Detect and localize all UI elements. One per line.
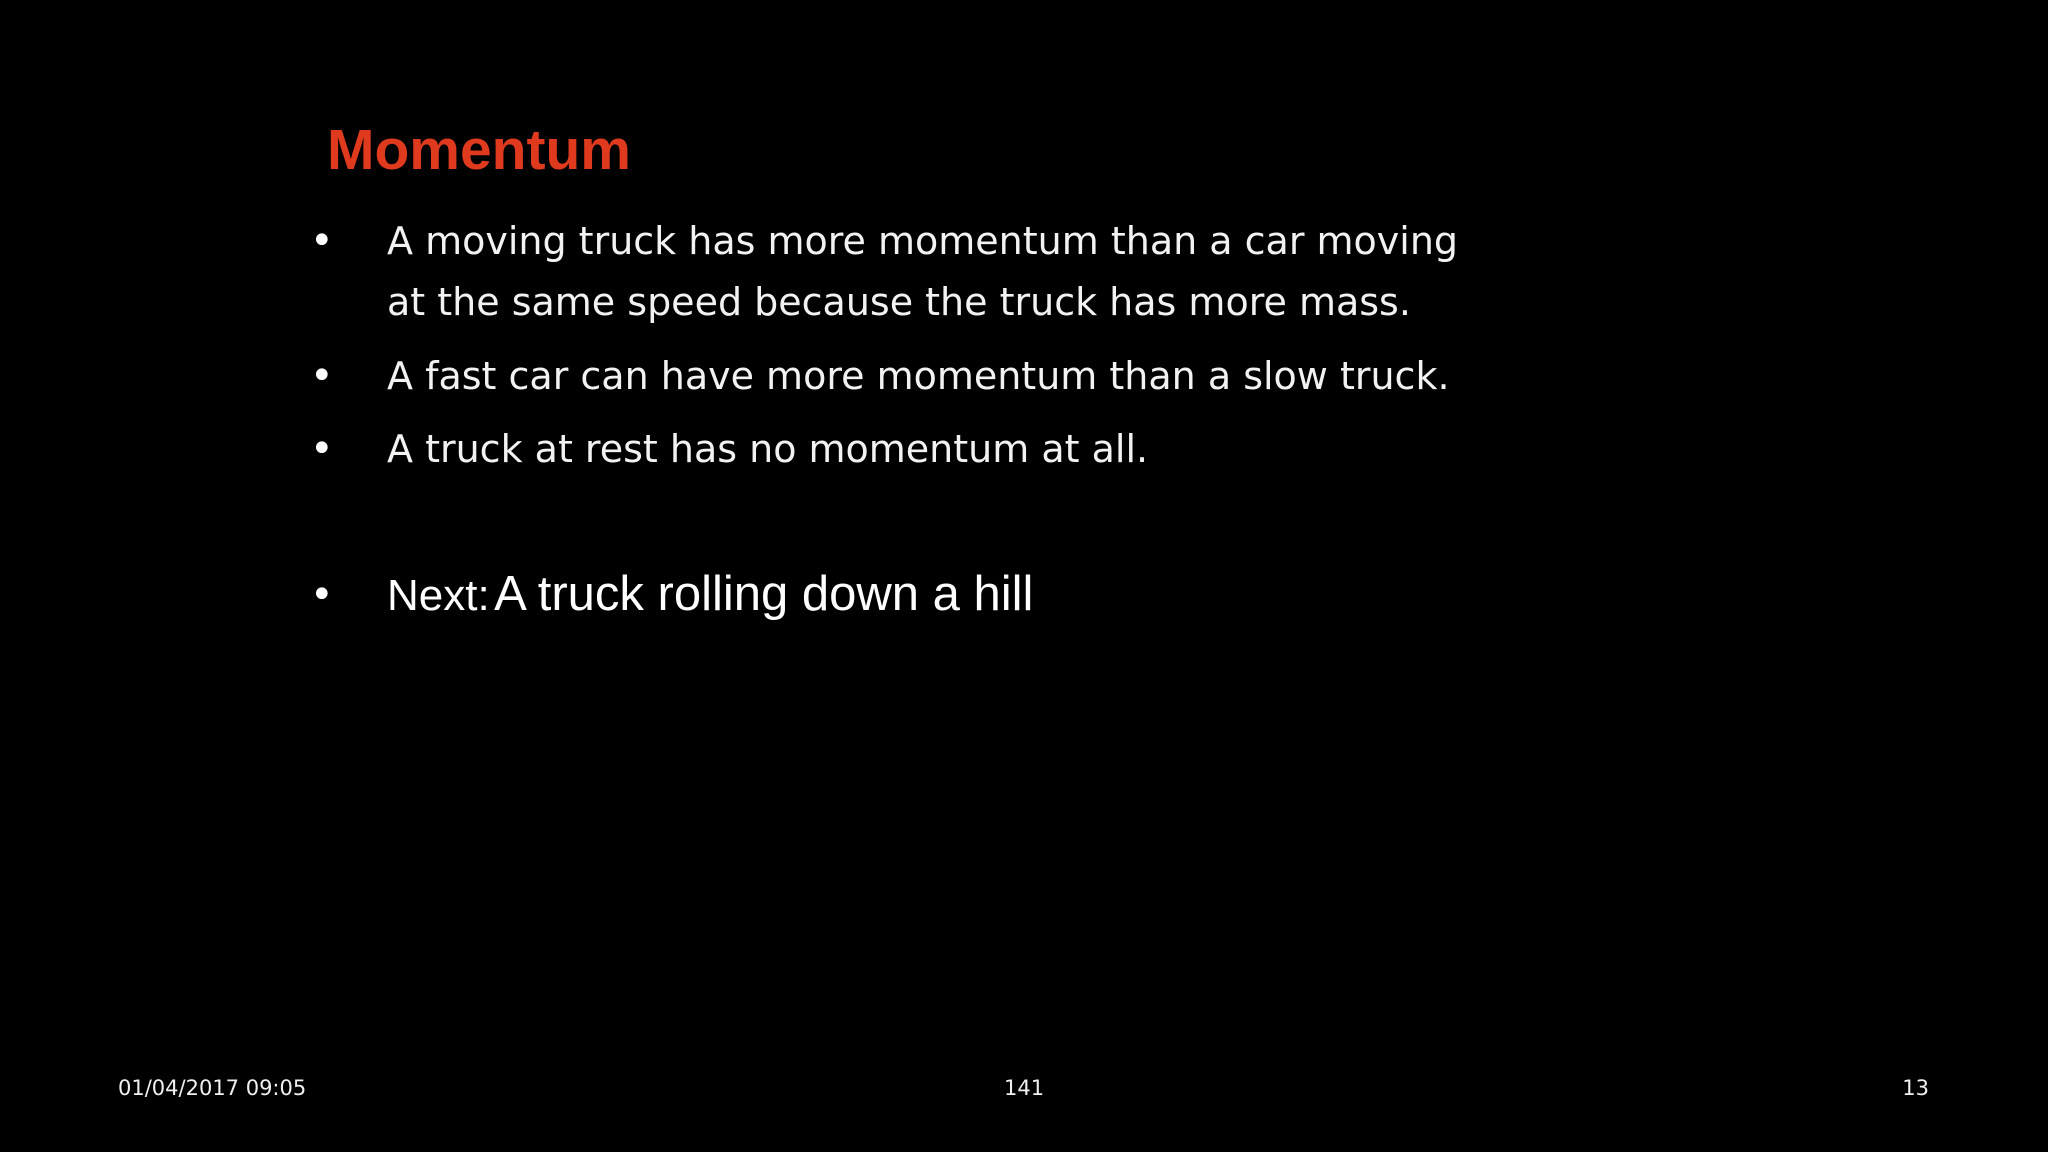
- slide-number: 13: [1902, 1076, 1929, 1100]
- next-body: A truck rolling down a hill: [494, 567, 1034, 621]
- bullet-icon: •: [310, 353, 334, 399]
- next-bullet-text: [387, 562, 1033, 638]
- footer-date: 01/04/2017 09:05: [118, 1076, 307, 1100]
- next-label: Next:: [387, 571, 490, 620]
- bullet-icon: •: [310, 572, 334, 618]
- footer-center-text: 141: [1004, 1076, 1045, 1100]
- bullet-text-line-2: at the same speed because the truck has more mass.: [387, 280, 1411, 324]
- bullet-text-line-1: A moving truck has more momentum than a car moving: [387, 219, 1459, 263]
- slide-title: Momentum: [327, 118, 631, 182]
- bullet-icon: •: [310, 218, 334, 264]
- bullet-text-line-1: A truck at rest has no momentum at all.: [387, 427, 1149, 471]
- bullet-text-line-1: A fast car can have more momentum than a slow truck.: [387, 354, 1450, 398]
- bullet-icon: •: [310, 426, 334, 472]
